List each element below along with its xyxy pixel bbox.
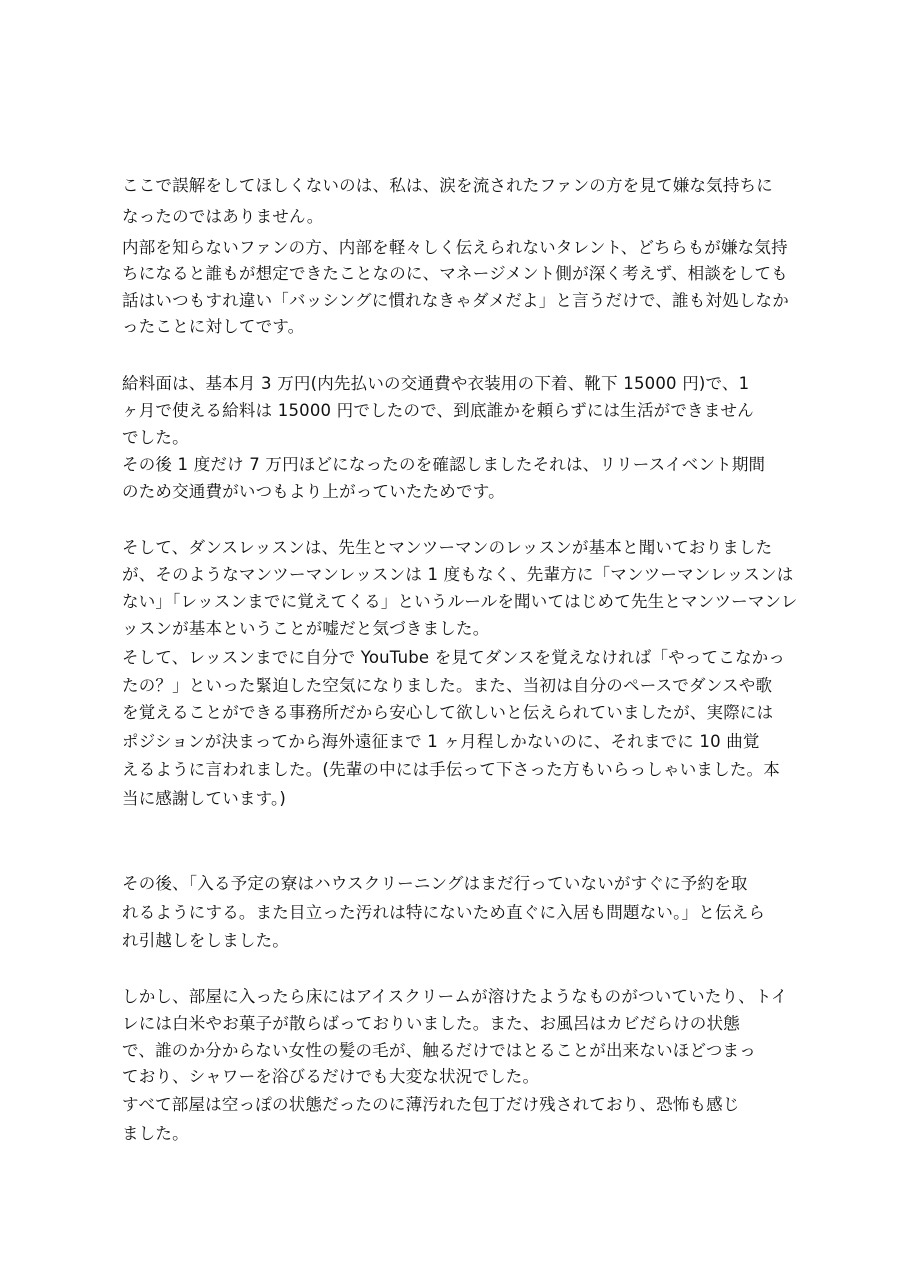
text-line: そして、レッスンまでに自分で YouTube を見てダンスを覚えなければ「やってこなかっ [122,648,786,667]
text-line: たの？」といった緊迫した空気になりました。また、当初は自分のペースでダンスや歌 [122,676,773,695]
text-line: ない」「レッスンまでに覚えてくる」というルールを聞いてはじめて先生とマンツーマンレ [122,592,798,611]
text-line: しかし、部屋に入ったら床にはアイスクリームが溶けたようなものがついていたり、トイ [122,987,788,1006]
text-line: でした。 [122,428,189,447]
text-line: レには白米やお菓子が散らばっておりいました。また、お風呂はカビだらけの状態 [122,1014,740,1033]
text-line: ました。 [122,1124,189,1143]
text-line: ており、シャワーを浴びるだけでも大変な状況でした。 [122,1067,540,1086]
text-line: ったことに対してです。 [122,317,305,336]
text-line: のため交通費がいつもより上がっていたためです。 [122,482,505,501]
text-line: ここで誤解をしてほしくないのは、私は、涙を流されたファンの方を見て嫌な気持ちに [122,176,773,195]
text-line: その後、「入る予定の寮はハウスクリーニングはまだ行っていないがすぐに予約を取 [122,874,748,893]
text-line: 給料面は、基本月 3 万円(内先払いの交通費や衣装用の下着、靴下 15000 円)で、1 [122,374,750,393]
text-line: すべて部屋は空っぽの状態だったのに薄汚れた包丁だけ残されており、恐怖も感じ [122,1095,740,1114]
text-line: 内部を知らないファンの方、内部を軽々しく伝えられないタレント、どちらもが嫌な気持 [122,238,788,257]
text-line: その後 1 度だけ 7 万円ほどになったのを確認しましたそれは、リリースイベント期間 [122,455,766,474]
text-line: れ引越しをしました。 [122,931,289,950]
text-line: ちになると誰もが想定できたことなのに、マネージメント側が深く考えず、相談をしても [122,264,788,283]
text-line: を覚えることができる事務所だから安心して欲しいと伝えられていましたが、実際には [122,703,774,722]
text-line: ッスンが基本ということが嘘だと気づきました。 [122,619,490,638]
text-line: えるように言われました。(先輩の中には手伝って下さった方もいらっしゃいました。本 [122,760,780,779]
text-line: が、そのようなマンツーマンレッスンは 1 度もなく、先輩方に「マンツーマンレッスンは [122,565,794,584]
text-line: ヶ月で使える給料は 15000 円でしたので、到底誰かを頼らずには生活ができません [122,401,754,420]
text-line: で、誰のか分からない女性の髪の毛が、触るだけではとることが出来ないほどつまっ [122,1041,756,1060]
text-line: 話はいつもすれ違い「バッシングに慣れなきゃダメだよ」と言うだけで、誰も対処しなか [122,291,789,310]
text-line: ポジションが決まってから海外遠征まで 1 ヶ月程しかないのに、それまでに 10 曲覚 [122,732,760,751]
text-line: なったのではありません。 [122,207,324,226]
text-line: そして、ダンスレッスンは、先生とマンツーマンのレッスンが基本と聞いておりました [122,538,773,557]
text-line: 当に感謝しています。) [122,789,287,808]
text-line: れるようにする。また目立った汚れは特にないため直ぐに入居も問題ない。」と伝えら [122,903,766,922]
